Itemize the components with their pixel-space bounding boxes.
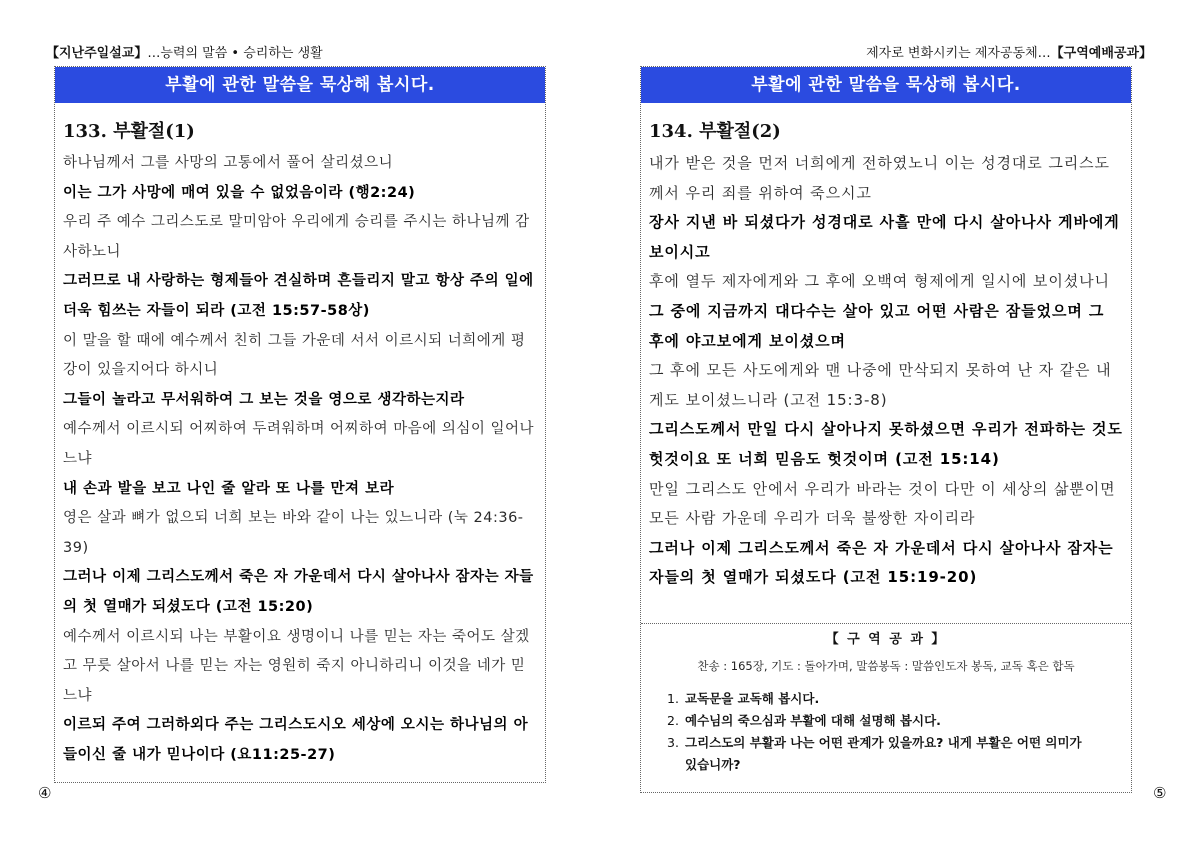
lesson-title: 134. 부활절(2): [649, 121, 781, 142]
scripture-verse: 만일 그리스도 안에서 우리가 바라는 것이 다만 이 세상의 삶뿐이면 모든 사람 가운데 우리가 더욱 불쌍한 자이리라: [649, 479, 1116, 528]
header-left: [46, 46, 323, 62]
right-page-content: [641, 103, 1131, 593]
header-left-text: …능력의 말씀 • 승리하는 생활: [147, 46, 323, 61]
header-right-bracket: 【구역예배공과】: [1050, 46, 1152, 61]
study-question-list: [667, 688, 1131, 776]
study-section: [641, 623, 1131, 792]
scripture-verse-bold: 그 중에 지금까지 대다수는 살아 있고 어떤 사람은 잠들었으며 그 후에 야고보에게 보이셨으며: [649, 301, 1105, 350]
page-number-left: ④: [38, 784, 52, 802]
scripture-verse-bold: 그러나 이제 그리스도께서 죽은 자 가운데서 다시 살아나사 잠자는 자들의 첫 열매가 되셨도다 (고전 15:19-20): [649, 538, 1114, 587]
study-question-text: 예수님의 죽으심과 부활에 대해 설명해 봅시다.: [685, 713, 941, 728]
study-title: 【 구 역 공 과 】: [825, 632, 947, 647]
header-right: [866, 46, 1152, 62]
study-question: [667, 732, 1131, 776]
study-question-number: 2.: [667, 713, 679, 728]
scripture-verse-bold: 그들이 놀라고 무서워하여 그 보는 것을 영으로 생각하는지라: [63, 391, 465, 408]
study-question-text: 그리스도의 부활과 나는 어떤 관계가 있을까요? 내게 부활은 어떤 의미가 있습니까?: [685, 735, 1082, 772]
scripture-verse: 영은 살과 뼈가 없으되 너희 보는 바와 같이 나는 있느니라 (눅 24:36-39): [63, 510, 524, 556]
study-question: [667, 688, 1131, 710]
left-page: [54, 66, 546, 783]
left-page-content: [55, 103, 545, 770]
study-question-number: 3.: [667, 735, 679, 750]
left-page-paragraphs: [63, 149, 537, 770]
scripture-verse-bold: 그러므로 내 사랑하는 형제들아 견실하며 흔들리지 말고 항상 주의 일에 더욱 힘쓰는 자들이 되라 (고전 15:57-58상): [63, 273, 534, 319]
page-number-right: ⑤: [1153, 784, 1167, 802]
scripture-verse: 그 후에 모든 사도에게와 맨 나중에 만삭되지 못하여 난 자 같은 내게도 보이셨느니라 (고전 15:3-8): [649, 361, 1112, 409]
study-subtitle: 찬송 : 165장, 기도 : 돌아가며, 말씀봉독 : 말씀인도자 봉독, 교독 혹은 합독: [697, 659, 1075, 673]
scripture-verse: 후에 열두 제자에게와 그 후에 오백여 형제에게 일시에 보이셨나니: [649, 272, 1110, 291]
scripture-verse: 내가 받은 것을 먼저 너희에게 전하였노니 이는 성경대로 그리스도께서 우리 죄를 위하여 죽으시고: [649, 154, 1110, 202]
scripture-verse: 예수께서 이르시되 어찌하여 두려워하며 어찌하여 마음에 의심이 일어나느냐: [63, 421, 534, 467]
header-right-text: 제자로 변화시키는 제자공동체…: [866, 46, 1051, 61]
study-question: [667, 710, 1131, 732]
scripture-verse: 예수께서 이르시되 나는 부활이요 생명이니 나를 믿는 자는 죽어도 살겠고 무릇 살아서 나를 믿는 자는 영원히 죽지 아니하리니 이것을 네가 믿느냐: [63, 628, 530, 704]
right-page: [640, 66, 1132, 793]
scripture-verse: 우리 주 예수 그리스도로 말미암아 우리에게 승리를 주시는 하나님께 감사하노니: [63, 214, 530, 260]
scripture-verse-bold: 이르되 주여 그러하외다 주는 그리스도시오 세상에 오시는 하나님의 아들이신 줄 내가 믿나이다 (요11:25-27): [63, 717, 529, 763]
scripture-verse-bold: 그러나 이제 그리스도께서 죽은 자 가운데서 다시 살아나사 잠자는 자들의 첫 열매가 되셨도다 (고전 15:20): [63, 569, 534, 615]
scripture-verse-bold: 장사 지낸 바 되셨다가 성경대로 사흘 만에 다시 살아나사 게바에게 보이시고: [649, 213, 1120, 261]
scripture-verse-bold: 그리스도께서 만일 다시 살아나지 못하셨으면 우리가 전파하는 것도 헛것이요 또 너희 믿음도 헛것이며 (고전 15:14): [649, 420, 1123, 468]
lesson-title: 133. 부활절(1): [63, 121, 195, 142]
study-question-text: 교독문을 교독해 봅시다.: [685, 691, 820, 706]
right-page-banner: 부활에 관한 말씀을 묵상해 봅시다.: [641, 67, 1131, 103]
scripture-verse: 하나님께서 그를 사망의 고통에서 풀어 살리셨으니: [63, 155, 394, 171]
right-page-paragraphs: [649, 149, 1123, 593]
study-question-number: 1.: [667, 691, 679, 706]
left-page-banner: 부활에 관한 말씀을 묵상해 봅시다.: [55, 67, 545, 103]
header-left-bracket: 【지난주일설교】: [46, 46, 148, 61]
scripture-verse-bold: 이는 그가 사망에 매여 있을 수 없었음이라 (행2:24): [63, 184, 416, 201]
scripture-verse-bold: 내 손과 발을 보고 나인 줄 알라 또 나를 만져 보라: [63, 480, 395, 497]
scripture-verse: 이 말을 할 때에 예수께서 친히 그들 가운데 서서 이르시되 너희에게 평강이 있을지어다 하시니: [63, 332, 526, 379]
